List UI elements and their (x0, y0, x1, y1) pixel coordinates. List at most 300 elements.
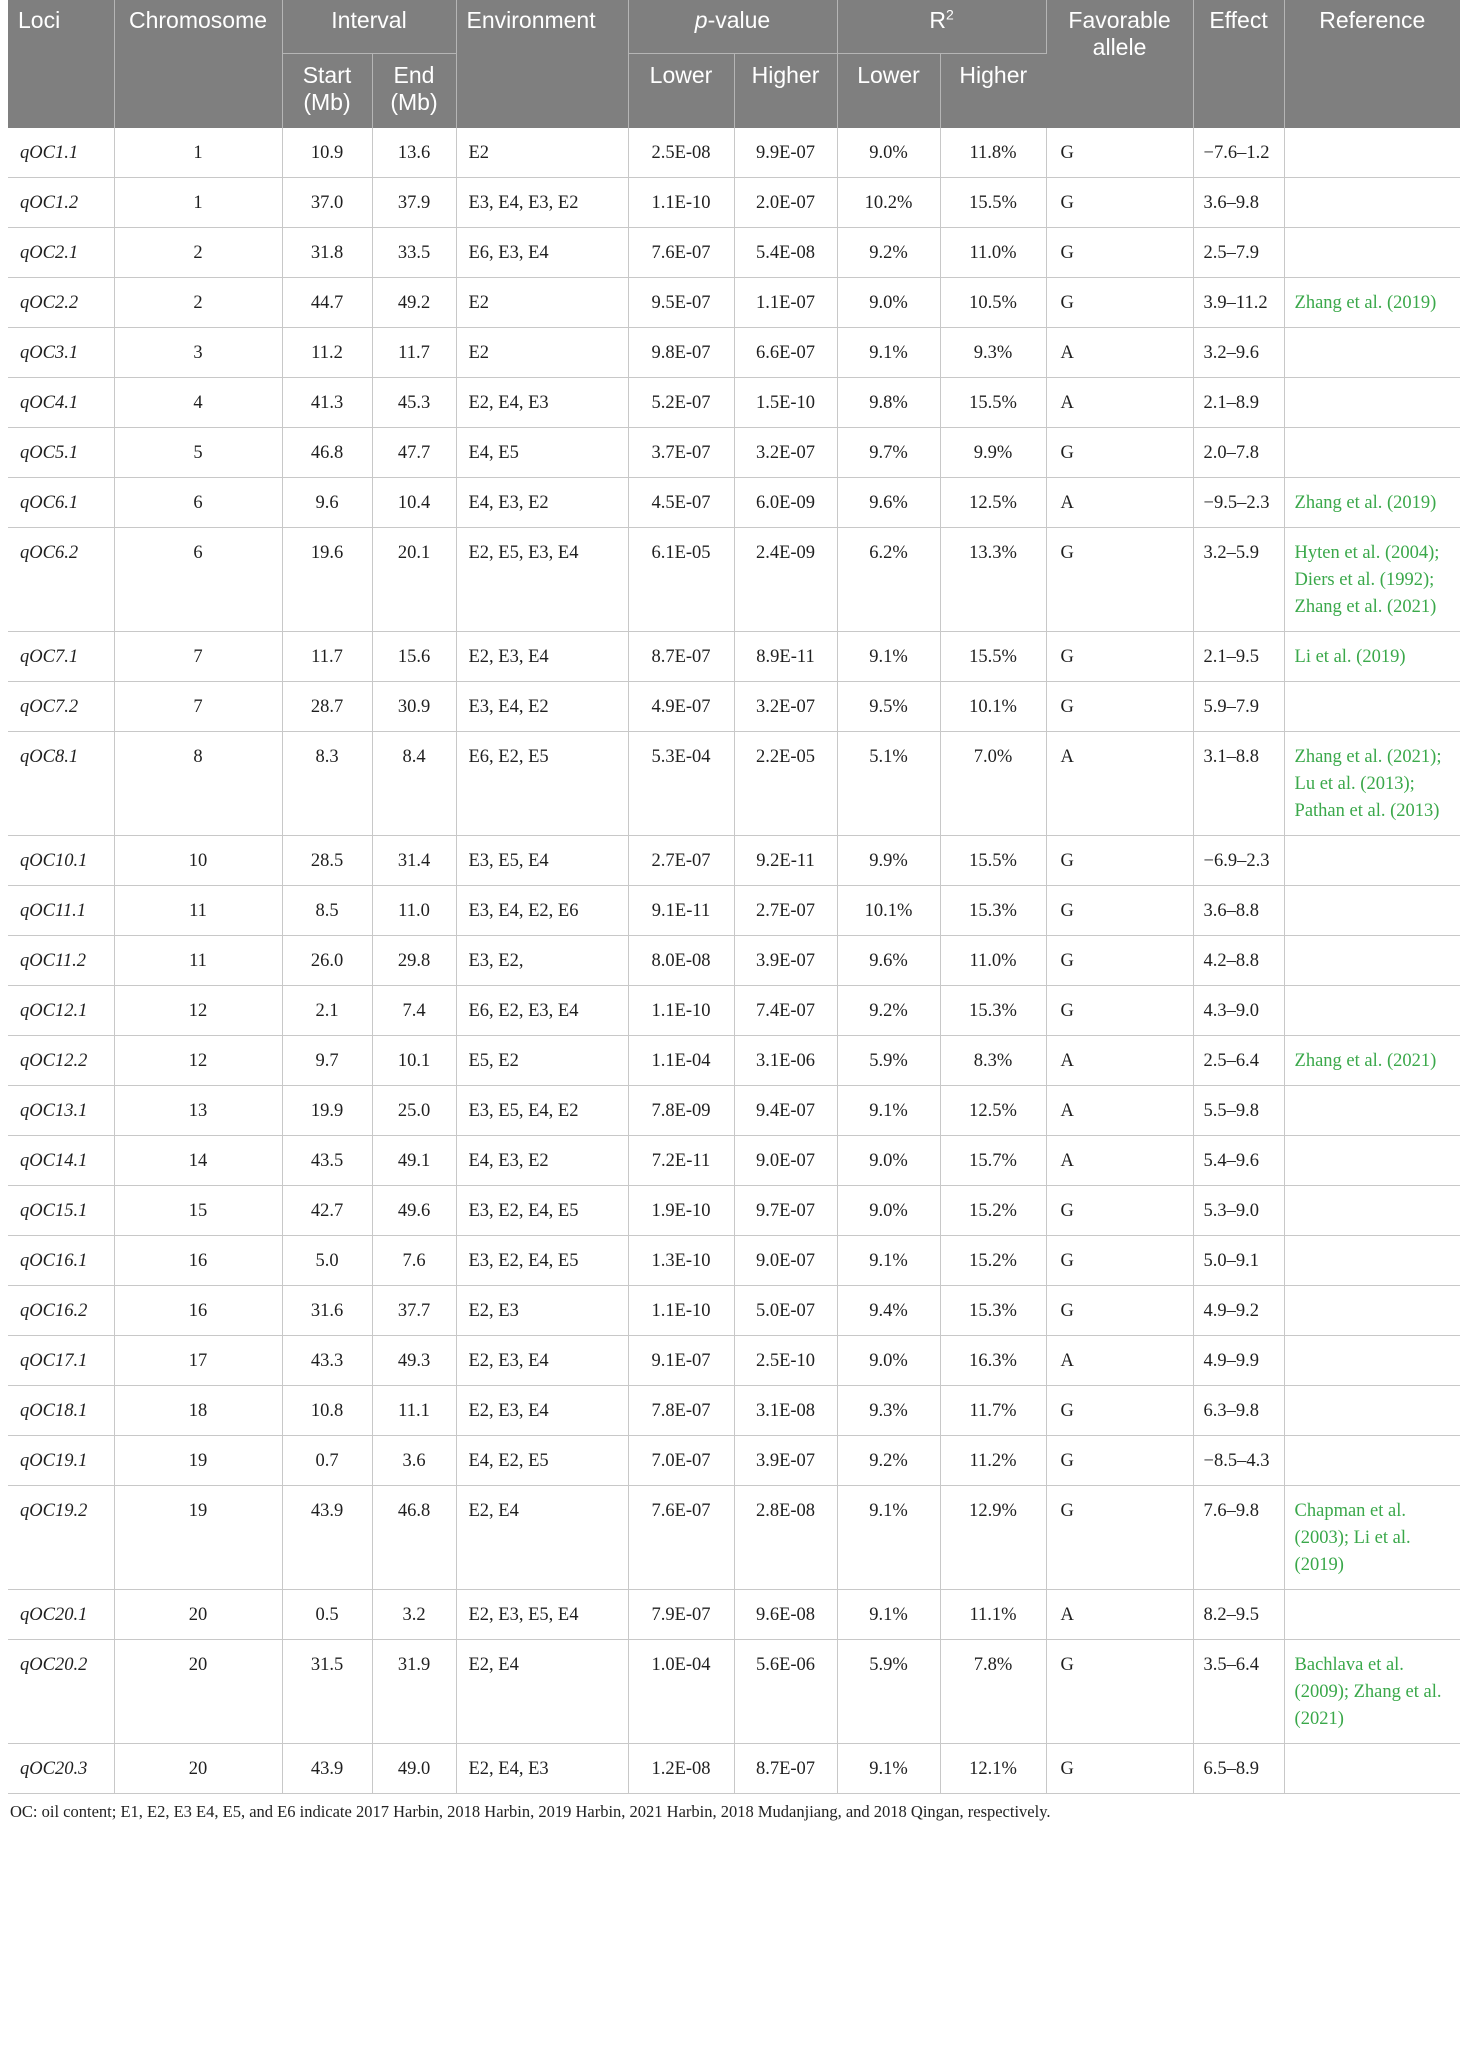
cell-r2-lower: 9.1% (837, 1086, 940, 1136)
cell-effect: −6.9–2.3 (1193, 836, 1284, 886)
cell-effect: 3.9–11.2 (1193, 278, 1284, 328)
cell-pvalue-lower: 9.8E-07 (628, 328, 734, 378)
cell-favorable-allele: A (1046, 1336, 1193, 1386)
cell-end: 31.4 (372, 836, 456, 886)
cell-start: 9.7 (282, 1036, 372, 1086)
cell-pvalue-higher: 2.0E-07 (734, 178, 837, 228)
cell-favorable-allele: G (1046, 1186, 1193, 1236)
cell-favorable-allele: G (1046, 936, 1193, 986)
cell-chromosome: 20 (114, 1590, 282, 1640)
cell-pvalue-higher: 5.4E-08 (734, 228, 837, 278)
cell-end: 3.6 (372, 1436, 456, 1486)
cell-favorable-allele: A (1046, 378, 1193, 428)
cell-reference[interactable]: Bachlava et al. (2009); Zhang et al. (2021) (1284, 1640, 1460, 1744)
cell-pvalue-higher: 9.4E-07 (734, 1086, 837, 1136)
cell-r2-higher: 15.3% (940, 986, 1046, 1036)
cell-chromosome: 1 (114, 128, 282, 178)
cell-r2-lower: 9.1% (837, 1744, 940, 1794)
cell-environment: E6, E2, E3, E4 (456, 986, 628, 1036)
cell-start: 8.5 (282, 886, 372, 936)
cell-locus: qOC13.1 (8, 1086, 114, 1136)
cell-start: 43.3 (282, 1336, 372, 1386)
cell-environment: E2, E3, E5, E4 (456, 1590, 628, 1640)
cell-locus: qOC16.2 (8, 1286, 114, 1336)
cell-locus: qOC16.1 (8, 1236, 114, 1286)
cell-pvalue-lower: 1.1E-10 (628, 178, 734, 228)
cell-pvalue-higher: 9.2E-11 (734, 836, 837, 886)
cell-reference (1284, 1386, 1460, 1436)
cell-pvalue-lower: 4.9E-07 (628, 682, 734, 732)
table-row (8, 986, 1460, 1036)
header-interval: Interval (282, 0, 456, 54)
cell-pvalue-lower: 1.1E-10 (628, 1286, 734, 1336)
cell-effect: 8.2–9.5 (1193, 1590, 1284, 1640)
table-row (8, 1486, 1460, 1590)
cell-locus: qOC20.1 (8, 1590, 114, 1640)
cell-effect: 5.0–9.1 (1193, 1236, 1284, 1286)
cell-end: 47.7 (372, 428, 456, 478)
cell-environment: E2, E4 (456, 1486, 628, 1590)
cell-r2-higher: 12.5% (940, 478, 1046, 528)
cell-pvalue-lower: 2.5E-08 (628, 128, 734, 178)
cell-r2-lower: 5.1% (837, 732, 940, 836)
cell-reference[interactable]: Hyten et al. (2004); Diers et al. (1992); Zhang et al. (2021) (1284, 528, 1460, 632)
cell-favorable-allele: A (1046, 328, 1193, 378)
cell-chromosome: 19 (114, 1486, 282, 1590)
cell-start: 28.5 (282, 836, 372, 886)
cell-reference[interactable]: Zhang et al. (2021) (1284, 1036, 1460, 1086)
cell-pvalue-higher: 9.7E-07 (734, 1186, 837, 1236)
cell-start: 0.5 (282, 1590, 372, 1640)
cell-pvalue-lower: 1.0E-04 (628, 1640, 734, 1744)
cell-r2-higher: 15.5% (940, 836, 1046, 886)
cell-r2-higher: 13.3% (940, 528, 1046, 632)
cell-environment: E2 (456, 328, 628, 378)
cell-pvalue-higher: 6.6E-07 (734, 328, 837, 378)
cell-pvalue-lower: 5.3E-04 (628, 732, 734, 836)
cell-environment: E3, E5, E4, E2 (456, 1086, 628, 1136)
cell-favorable-allele: G (1046, 1236, 1193, 1286)
cell-effect: 2.1–9.5 (1193, 632, 1284, 682)
cell-start: 26.0 (282, 936, 372, 986)
header-pvalue-higher: Higher (734, 54, 837, 129)
cell-favorable-allele: A (1046, 732, 1193, 836)
cell-locus: qOC11.1 (8, 886, 114, 936)
cell-reference (1284, 936, 1460, 986)
cell-r2-higher: 11.2% (940, 1436, 1046, 1486)
cell-favorable-allele: G (1046, 1640, 1193, 1744)
cell-start: 8.3 (282, 732, 372, 836)
cell-end: 33.5 (372, 228, 456, 278)
cell-effect: 3.6–9.8 (1193, 178, 1284, 228)
cell-end: 46.8 (372, 1486, 456, 1590)
cell-chromosome: 16 (114, 1286, 282, 1336)
cell-favorable-allele: A (1046, 1036, 1193, 1086)
cell-reference (1284, 886, 1460, 936)
header-pvalue-rest: -value (707, 7, 771, 33)
cell-pvalue-lower: 8.7E-07 (628, 632, 734, 682)
cell-r2-lower: 9.0% (837, 1136, 940, 1186)
cell-r2-higher: 10.5% (940, 278, 1046, 328)
header-chromosome: Chromosome (114, 0, 282, 128)
cell-pvalue-lower: 5.2E-07 (628, 378, 734, 428)
cell-chromosome: 20 (114, 1640, 282, 1744)
table-row (8, 378, 1460, 428)
cell-start: 28.7 (282, 682, 372, 732)
cell-reference (1284, 836, 1460, 886)
cell-r2-lower: 9.3% (837, 1386, 940, 1436)
cell-start: 43.9 (282, 1486, 372, 1590)
cell-favorable-allele: G (1046, 128, 1193, 178)
cell-pvalue-higher: 8.7E-07 (734, 1744, 837, 1794)
cell-environment: E5, E2 (456, 1036, 628, 1086)
cell-r2-lower: 9.1% (837, 1486, 940, 1590)
header-r2-sup: 2 (945, 6, 954, 23)
cell-chromosome: 2 (114, 278, 282, 328)
cell-start: 43.9 (282, 1744, 372, 1794)
cell-favorable-allele: G (1046, 1486, 1193, 1590)
cell-pvalue-lower: 7.8E-07 (628, 1386, 734, 1436)
cell-pvalue-lower: 6.1E-05 (628, 528, 734, 632)
cell-locus: qOC10.1 (8, 836, 114, 886)
cell-start: 42.7 (282, 1186, 372, 1236)
table-row (8, 1640, 1460, 1744)
cell-r2-lower: 5.9% (837, 1036, 940, 1086)
cell-effect: −9.5–2.3 (1193, 478, 1284, 528)
cell-locus: qOC8.1 (8, 732, 114, 836)
cell-effect: −7.6–1.2 (1193, 128, 1284, 178)
table-row (8, 528, 1460, 632)
cell-pvalue-higher: 2.5E-10 (734, 1336, 837, 1386)
cell-locus: qOC19.2 (8, 1486, 114, 1590)
cell-reference[interactable]: Li et al. (2019) (1284, 632, 1460, 682)
cell-start: 31.6 (282, 1286, 372, 1336)
table-row (8, 732, 1460, 836)
cell-r2-lower: 9.0% (837, 1336, 940, 1386)
cell-chromosome: 2 (114, 228, 282, 278)
cell-reference (1284, 128, 1460, 178)
cell-reference (1284, 328, 1460, 378)
cell-environment: E4, E3, E2 (456, 1136, 628, 1186)
cell-locus: qOC11.2 (8, 936, 114, 986)
cell-effect: 3.2–5.9 (1193, 528, 1284, 632)
table-footnote: OC: oil content; E1, E2, E3 E4, E5, and E6 indicate 2017 Harbin, 2018 Harbin, 2019 Harbin, 2021 Harbin, 2018 Mudanjiang, and 2018 Qingan, respectively. (10, 1802, 1051, 1821)
cell-pvalue-higher: 9.9E-07 (734, 128, 837, 178)
cell-reference (1284, 682, 1460, 732)
cell-r2-lower: 9.7% (837, 428, 940, 478)
cell-r2-higher: 7.0% (940, 732, 1046, 836)
cell-environment: E4, E2, E5 (456, 1436, 628, 1486)
cell-reference[interactable]: Zhang et al. (2021); Lu et al. (2013); Pathan et al. (2013) (1284, 732, 1460, 836)
table-row (8, 1336, 1460, 1386)
cell-locus: qOC3.1 (8, 328, 114, 378)
cell-environment: E2, E3, E4 (456, 1386, 628, 1436)
qtl-table (8, 0, 1460, 1794)
cell-chromosome: 12 (114, 986, 282, 1036)
cell-r2-lower: 9.2% (837, 228, 940, 278)
cell-favorable-allele: G (1046, 886, 1193, 936)
cell-end: 15.6 (372, 632, 456, 682)
cell-effect: 5.3–9.0 (1193, 1186, 1284, 1236)
cell-reference (1284, 428, 1460, 478)
cell-locus: qOC18.1 (8, 1386, 114, 1436)
cell-start: 31.5 (282, 1640, 372, 1744)
cell-pvalue-higher: 2.7E-07 (734, 886, 837, 936)
header-pvalue-lower: Lower (628, 54, 734, 129)
cell-start: 37.0 (282, 178, 372, 228)
table-row (8, 1086, 1460, 1136)
cell-reference (1284, 1436, 1460, 1486)
cell-r2-lower: 10.2% (837, 178, 940, 228)
cell-r2-higher: 9.9% (940, 428, 1046, 478)
cell-favorable-allele: G (1046, 986, 1193, 1036)
cell-start: 41.3 (282, 378, 372, 428)
cell-start: 43.5 (282, 1136, 372, 1186)
cell-pvalue-higher: 8.9E-11 (734, 632, 837, 682)
cell-r2-lower: 10.1% (837, 886, 940, 936)
cell-pvalue-lower: 9.1E-11 (628, 886, 734, 936)
header-r2-lower: Lower (837, 54, 940, 129)
cell-effect: 5.5–9.8 (1193, 1086, 1284, 1136)
cell-locus: qOC5.1 (8, 428, 114, 478)
cell-reference (1284, 1744, 1460, 1794)
table-row (8, 178, 1460, 228)
cell-r2-higher: 9.3% (940, 328, 1046, 378)
cell-start: 31.8 (282, 228, 372, 278)
cell-chromosome: 1 (114, 178, 282, 228)
cell-start: 44.7 (282, 278, 372, 328)
cell-chromosome: 6 (114, 478, 282, 528)
cell-environment: E3, E2, E4, E5 (456, 1186, 628, 1236)
cell-locus: qOC2.1 (8, 228, 114, 278)
cell-start: 0.7 (282, 1436, 372, 1486)
cell-r2-higher: 15.5% (940, 378, 1046, 428)
cell-locus: qOC7.2 (8, 682, 114, 732)
cell-pvalue-lower: 7.0E-07 (628, 1436, 734, 1486)
cell-r2-lower: 9.1% (837, 632, 940, 682)
cell-r2-lower: 9.0% (837, 1186, 940, 1236)
table-row (8, 478, 1460, 528)
cell-pvalue-higher: 6.0E-09 (734, 478, 837, 528)
cell-favorable-allele: G (1046, 1286, 1193, 1336)
cell-r2-higher: 12.9% (940, 1486, 1046, 1590)
cell-end: 13.6 (372, 128, 456, 178)
cell-pvalue-higher: 9.6E-08 (734, 1590, 837, 1640)
cell-locus: qOC15.1 (8, 1186, 114, 1236)
cell-chromosome: 19 (114, 1436, 282, 1486)
cell-start: 2.1 (282, 986, 372, 1036)
cell-r2-higher: 16.3% (940, 1336, 1046, 1386)
table-row (8, 228, 1460, 278)
cell-pvalue-lower: 1.3E-10 (628, 1236, 734, 1286)
cell-end: 30.9 (372, 682, 456, 732)
cell-end: 29.8 (372, 936, 456, 986)
table-row (8, 1286, 1460, 1336)
cell-effect: 3.5–6.4 (1193, 1640, 1284, 1744)
table-row (8, 886, 1460, 936)
cell-environment: E4, E3, E2 (456, 478, 628, 528)
cell-environment: E3, E4, E3, E2 (456, 178, 628, 228)
cell-end: 11.7 (372, 328, 456, 378)
cell-r2-lower: 9.9% (837, 836, 940, 886)
cell-pvalue-lower: 9.5E-07 (628, 278, 734, 328)
cell-locus: qOC6.1 (8, 478, 114, 528)
cell-effect: 2.1–8.9 (1193, 378, 1284, 428)
cell-r2-higher: 11.0% (940, 228, 1046, 278)
table-row (8, 128, 1460, 178)
header-effect: Effect (1193, 0, 1284, 128)
cell-end: 20.1 (372, 528, 456, 632)
cell-environment: E2 (456, 278, 628, 328)
cell-end: 11.1 (372, 1386, 456, 1436)
cell-end: 25.0 (372, 1086, 456, 1136)
cell-pvalue-higher: 9.0E-07 (734, 1236, 837, 1286)
cell-environment: E2, E3 (456, 1286, 628, 1336)
cell-environment: E2 (456, 128, 628, 178)
cell-start: 10.9 (282, 128, 372, 178)
cell-r2-lower: 9.1% (837, 328, 940, 378)
cell-chromosome: 17 (114, 1336, 282, 1386)
cell-reference (1284, 228, 1460, 278)
cell-chromosome: 7 (114, 682, 282, 732)
table-row (8, 1236, 1460, 1286)
cell-chromosome: 6 (114, 528, 282, 632)
cell-locus: qOC20.3 (8, 1744, 114, 1794)
cell-reference (1284, 1086, 1460, 1136)
cell-end: 49.6 (372, 1186, 456, 1236)
table-header (8, 0, 1460, 128)
cell-r2-lower: 9.1% (837, 1236, 940, 1286)
cell-chromosome: 8 (114, 732, 282, 836)
cell-reference[interactable]: Zhang et al. (2019) (1284, 478, 1460, 528)
header-r2 (837, 0, 1046, 54)
cell-pvalue-lower: 3.7E-07 (628, 428, 734, 478)
cell-end: 49.0 (372, 1744, 456, 1794)
cell-pvalue-higher: 3.1E-06 (734, 1036, 837, 1086)
cell-end: 49.2 (372, 278, 456, 328)
cell-reference[interactable]: Chapman et al. (2003); Li et al. (2019) (1284, 1486, 1460, 1590)
cell-r2-lower: 9.6% (837, 936, 940, 986)
cell-favorable-allele: G (1046, 632, 1193, 682)
table-row (8, 836, 1460, 886)
cell-favorable-allele: A (1046, 1086, 1193, 1136)
cell-end: 49.3 (372, 1336, 456, 1386)
header-pvalue-italic: p (694, 7, 708, 33)
cell-environment: E2, E4, E3 (456, 378, 628, 428)
cell-pvalue-higher: 2.4E-09 (734, 528, 837, 632)
cell-start: 11.7 (282, 632, 372, 682)
cell-r2-higher: 15.2% (940, 1236, 1046, 1286)
cell-locus: qOC19.1 (8, 1436, 114, 1486)
cell-end: 7.6 (372, 1236, 456, 1286)
cell-chromosome: 15 (114, 1186, 282, 1236)
cell-locus: qOC6.2 (8, 528, 114, 632)
cell-r2-lower: 9.2% (837, 1436, 940, 1486)
cell-r2-higher: 15.3% (940, 1286, 1046, 1336)
cell-pvalue-higher: 1.5E-10 (734, 378, 837, 428)
cell-environment: E6, E3, E4 (456, 228, 628, 278)
cell-locus: qOC2.2 (8, 278, 114, 328)
cell-effect: 4.9–9.9 (1193, 1336, 1284, 1386)
table-row (8, 632, 1460, 682)
cell-chromosome: 12 (114, 1036, 282, 1086)
cell-r2-lower: 9.5% (837, 682, 940, 732)
cell-locus: qOC12.2 (8, 1036, 114, 1086)
cell-end: 37.7 (372, 1286, 456, 1336)
cell-pvalue-lower: 1.1E-04 (628, 1036, 734, 1086)
cell-r2-higher: 11.7% (940, 1386, 1046, 1436)
header-environment: Environment (456, 0, 628, 128)
cell-r2-higher: 15.7% (940, 1136, 1046, 1186)
cell-r2-lower: 9.4% (837, 1286, 940, 1336)
cell-end: 45.3 (372, 378, 456, 428)
cell-effect: 3.6–8.8 (1193, 886, 1284, 936)
header-r2-base: R (929, 7, 946, 33)
cell-r2-higher: 15.2% (940, 1186, 1046, 1236)
cell-r2-lower: 9.0% (837, 278, 940, 328)
cell-end: 7.4 (372, 986, 456, 1036)
cell-r2-higher: 12.5% (940, 1086, 1046, 1136)
cell-reference (1284, 1336, 1460, 1386)
header-favorable-allele: Favorable allele (1046, 0, 1193, 128)
cell-pvalue-higher: 3.9E-07 (734, 936, 837, 986)
cell-chromosome: 16 (114, 1236, 282, 1286)
table-row (8, 1136, 1460, 1186)
cell-chromosome: 11 (114, 886, 282, 936)
cell-end: 10.1 (372, 1036, 456, 1086)
cell-environment: E6, E2, E5 (456, 732, 628, 836)
cell-effect: 3.1–8.8 (1193, 732, 1284, 836)
cell-favorable-allele: G (1046, 428, 1193, 478)
cell-pvalue-lower: 1.1E-10 (628, 986, 734, 1036)
cell-pvalue-lower: 1.9E-10 (628, 1186, 734, 1236)
cell-start: 11.2 (282, 328, 372, 378)
cell-reference[interactable]: Zhang et al. (2019) (1284, 278, 1460, 328)
header-reference: Reference (1284, 0, 1460, 128)
cell-chromosome: 5 (114, 428, 282, 478)
cell-pvalue-higher: 5.6E-06 (734, 1640, 837, 1744)
cell-effect: 4.9–9.2 (1193, 1286, 1284, 1336)
cell-r2-higher: 10.1% (940, 682, 1046, 732)
cell-pvalue-lower: 8.0E-08 (628, 936, 734, 986)
cell-r2-lower: 9.0% (837, 128, 940, 178)
cell-end: 31.9 (372, 1640, 456, 1744)
cell-locus: qOC20.2 (8, 1640, 114, 1744)
table-row (8, 1590, 1460, 1640)
header-pvalue (628, 0, 837, 54)
cell-effect: 4.3–9.0 (1193, 986, 1284, 1036)
table-body (8, 128, 1460, 1794)
cell-effect: 3.2–9.6 (1193, 328, 1284, 378)
cell-start: 19.9 (282, 1086, 372, 1136)
table-row (8, 328, 1460, 378)
cell-environment: E3, E4, E2, E6 (456, 886, 628, 936)
cell-end: 37.9 (372, 178, 456, 228)
cell-favorable-allele: G (1046, 178, 1193, 228)
cell-r2-higher: 8.3% (940, 1036, 1046, 1086)
cell-r2-higher: 15.5% (940, 632, 1046, 682)
cell-favorable-allele: G (1046, 1744, 1193, 1794)
cell-environment: E3, E4, E2 (456, 682, 628, 732)
cell-reference (1284, 1590, 1460, 1640)
cell-pvalue-higher: 2.8E-08 (734, 1486, 837, 1590)
cell-environment: E2, E5, E3, E4 (456, 528, 628, 632)
cell-environment: E3, E5, E4 (456, 836, 628, 886)
cell-locus: qOC7.1 (8, 632, 114, 682)
cell-chromosome: 4 (114, 378, 282, 428)
header-start: Start (Mb) (282, 54, 372, 129)
cell-environment: E3, E2, E4, E5 (456, 1236, 628, 1286)
